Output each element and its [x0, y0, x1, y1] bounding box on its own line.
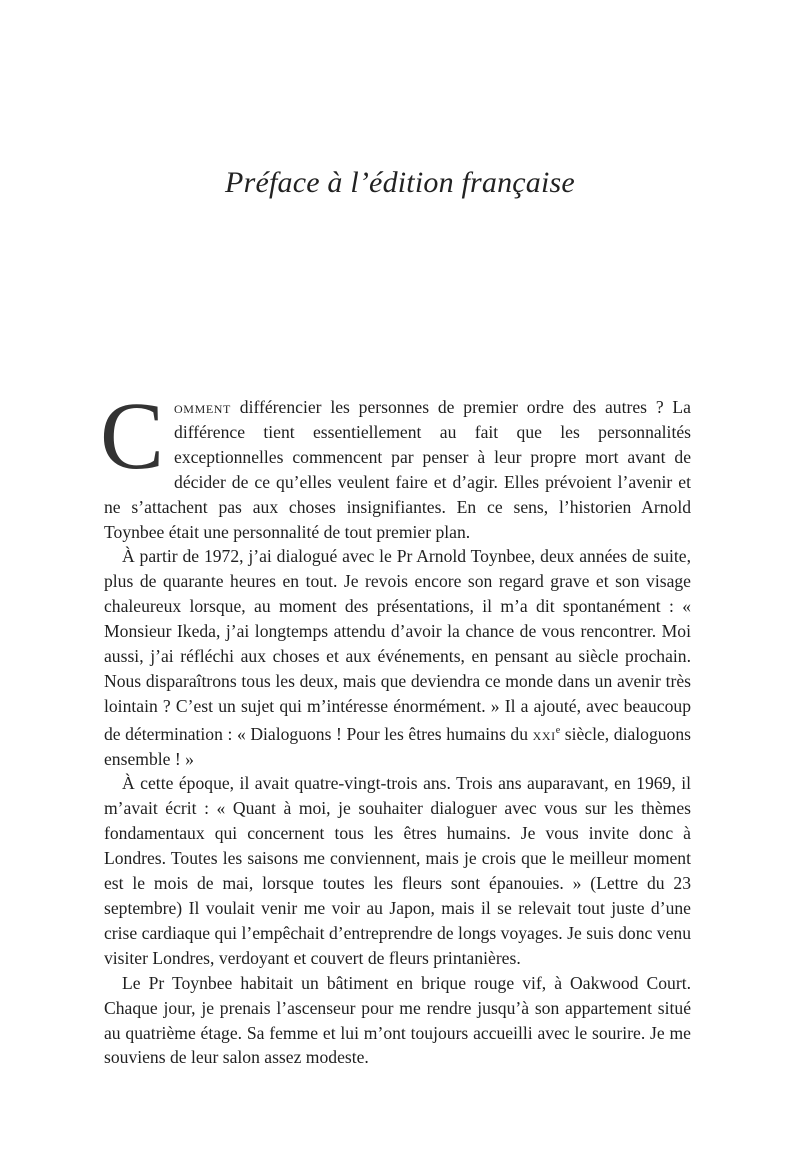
- drop-cap: C: [100, 382, 165, 489]
- century-numeral: xxi: [532, 723, 556, 744]
- paragraph-1-text: différencier les personnes de premier ordre des autres ? La différence tient essentiellement au fait que les personnalités exceptionnelles commencent par penser à leur propre mort avant de décider de ce qu’elles veulent faire et d’agir. Elles prévoient l’avenir et ne s’attachent pas aux choses insignifiantes. En ce sens, l’historien Arnold Toynbee était une personnalité de tout premier plan.: [104, 397, 691, 542]
- body-text: [100, 382, 691, 1070]
- paragraph-2: [104, 544, 691, 771]
- paragraph-3-text: À cette époque, il avait quatre-vingt-trois ans. Trois ans auparavant, en 1969, il m’avait écrit : « Quant à moi, je souhaiter dialoguer avec vous sur les thèmes fondamentaux qui concernent tous les êtres humains. Je vous invite donc à Londres. Toutes les saisons me conviennent, mais je crois que le meilleur moment est le mois de mai, lorsque toutes les fleurs sont épanouies. » (Lettre du 23 septembre) Il voulait venir me voir au Japon, mais il se relevait tout juste d’une crise cardiaque qui l’empêchait d’entreprendre de longs voyages. Je suis donc venu visiter Londres, verdoyant et couvert de fleurs printanières.: [104, 773, 691, 968]
- paragraph-3: [104, 771, 691, 970]
- paragraph-2-text-a: À partir de 1972, j’ai dialogué avec le Pr Arnold Toynbee, deux années de suite, plus de quarante heures en tout. Je revois encore son regard grave et son visage chaleureux lorsque, au moment des présentations, il m’a dit spontanément : « Monsieur Ikeda, j’ai longtemps attendu d’avoir la chance de vous rencontrer. Moi aussi, j’ai réfléchi aux choses et aux événements, en pensant au siècle prochain. Nous disparaîtrons tous les deux, mais que deviendra ce monde dans un avenir très lointain ? C’est un sujet qui m’intéresse énormément. » Il a ajouté, avec beaucoup de détermination : « Dialoguons ! Pour les êtres humains du: [104, 546, 691, 744]
- paragraph-4: [104, 971, 691, 1071]
- paragraph-1: [100, 382, 691, 544]
- paragraph-4-text: Le Pr Toynbee habitait un bâtiment en brique rouge vif, à Oakwood Court. Chaque jour, je prenais l’ascenseur pour me rendre jusqu’à son appartement situé au quatrième étage. Sa femme et lui m’ont toujours accueilli avec le sourire. Je me souviens de leur salon assez modeste.: [104, 972, 691, 1068]
- page-title: Préface à l’édition française: [225, 166, 575, 199]
- lead-word: omment: [174, 397, 231, 417]
- century-superscript: e: [555, 724, 561, 736]
- paragraph-2-text-b: siècle, dialoguons ensemble ! »: [104, 723, 691, 769]
